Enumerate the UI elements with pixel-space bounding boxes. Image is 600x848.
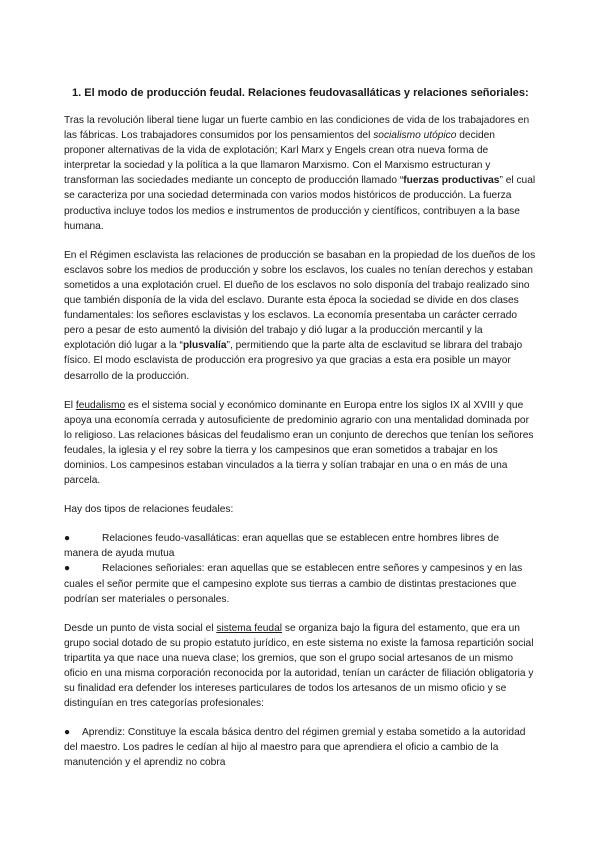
bullet-list-relations bbox=[64, 531, 536, 606]
bullet-icon: ● bbox=[64, 727, 71, 739]
list-item: ● Aprendiz: Constituye la escala básica dentro del régimen gremial y estaba sometido a la autoridad del maestro. Los padres le cedían al hijo al maestro para que aprendiera el oficio a cambio de la manutención y el aprendiz no cobra bbox=[64, 727, 526, 769]
document-body bbox=[64, 85, 536, 785]
paragraph-feudalism: El feudalismo es el sistema social y económico dominante en Europa entre los siglos IX al XVIII y que apoya una economía cerrada y autosuficiente de predominio agrario con una mentalidad dominada por lo religioso. Las relaciones básicas del feudalismo eran un conjunto de derechos que tenían los señores feudales, la iglesia y el rey sobre la tierra y los campesinos que eran sometidos a trabajar en los dominios. Los campesinos estaban vinculados a la tierra y solían trabajar en una o en más de una parcela. bbox=[64, 399, 534, 487]
bullet-icon: ● bbox=[64, 533, 71, 545]
paragraph-types-intro: Hay dos tipos de relaciones feudales: bbox=[64, 504, 234, 516]
paragraph-slavery: En el Régimen esclavista las relaciones de producción se basaban en la propiedad de los dueños de los esclavos sobre los medios de producción y sobre los esclavos, los cuales no tenían derechos y estaban sometidos a una explotación cruel. El dueño de los esclavos no solo disponía del trabajo realizado sino que también disponía de la vida del esclavo. Durante esta época la sociedad se divide en dos clases fundamentales: los señores esclavistas y los esclavos. La economía presentaba un carácter cerrado pero a pesar de esto aumentó la división del trabajo y dió lugar a la producción mercantil y la explotación dió lugar a la “plusvalía”, permitiendo que la parte alta de esclavitud se librara del trabajo físico. El modo esclavista de producción era progresivo ya que gracias a esta era posible un mayor desarrollo de la producción. bbox=[64, 249, 536, 382]
feudalismo-link: feudalismo bbox=[75, 399, 126, 411]
section-heading: 1. El modo de producción feudal. Relaciones feudovasalláticas y relaciones señoriales: bbox=[72, 87, 529, 99]
list-item: ● Relaciones señoriales: eran aquellas que se establecen entre señores y campesinos y en las cuales el señor permite que el campesino explote sus tierras a cambio de distintas prestaciones que podrían ser materiales o personales. bbox=[64, 563, 523, 605]
bullet-icon: ● bbox=[64, 563, 71, 575]
sistema-feudal-link: sistema feudal bbox=[216, 622, 283, 634]
paragraph-guilds: Desde un punto de vista social el sistema feudal se organiza bajo la figura del estamento, que era un grupo social dotado de su propio estatuto jurídico, en este sistema no existe la famosa repartición social tripartita ya que nace una nueva clase; los gremios, que son el grupo social artesanos de un mismo oficio en una misma corporación reconocida por la autoridad, tenían un carácter de filiación obligatoria y su finalidad era defender los intereses particulares de todos los artesanos de un mismo oficio y se distinguían en tres categorías profesionales: bbox=[64, 622, 534, 710]
list-item: ● Relaciones feudo-vasalláticas: eran aquellas que se establecen entre hombres libres de manera de ayuda mutua bbox=[64, 533, 499, 560]
bullet-list-categories bbox=[64, 725, 536, 770]
paragraph-marxism: Tras la revolución liberal tiene lugar un fuerte cambio en las condiciones de vida de los trabajadores en las fábricas. Los trabajadores consumidos por los pensamientos del socialismo utópico deciden proponer alternativas de la vida de explotación; Karl Marx y Engels crean otra nueva forma de interpretar la sociedad y la política a la que llamaron Marxismo. Con el Marxismo estructuran y transforman las sociedades mediante un concepto de producción llamado “fuerzas productivas” el cual se caracteriza por una sociedad determinada con varios modos históricos de producción. La fuerza productiva incluye todos los medios e instrumentos de producción y científicos, contribuyen a la base humana. bbox=[64, 115, 536, 232]
